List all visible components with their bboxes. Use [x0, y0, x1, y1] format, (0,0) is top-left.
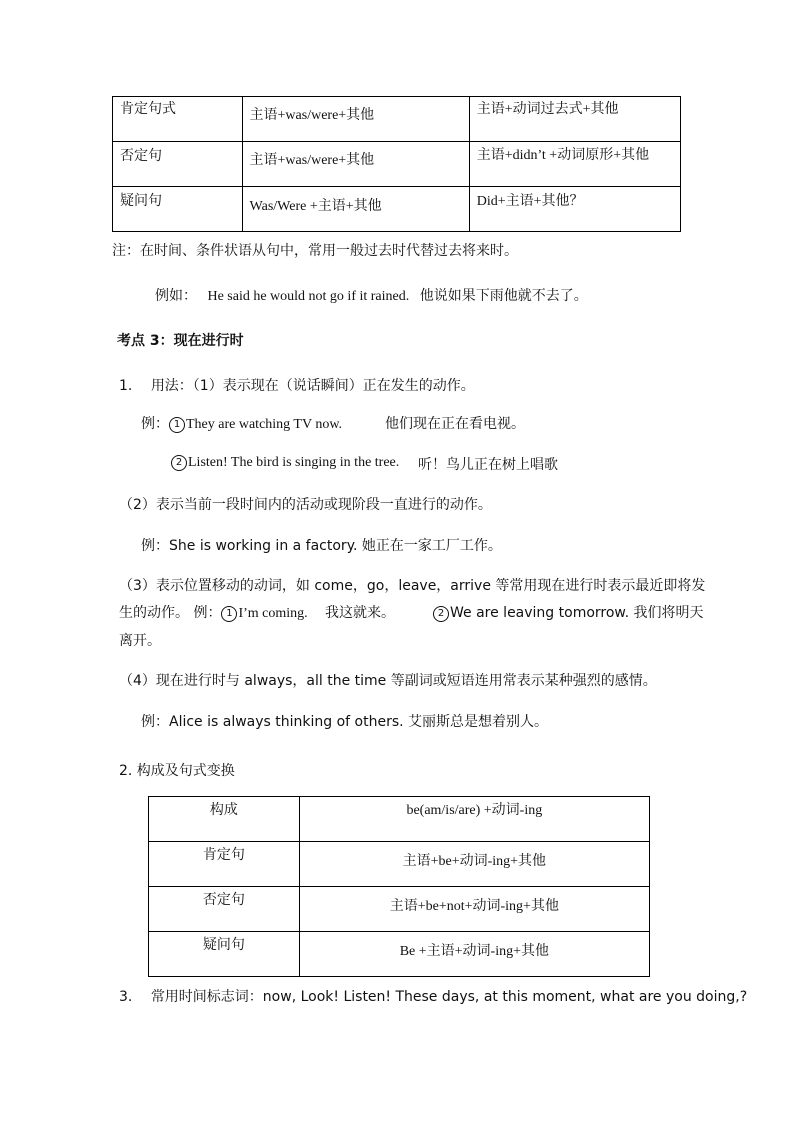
- row-label: 构成: [209, 802, 238, 818]
- verb-pattern: 主语+动词过去式+其他: [476, 102, 619, 117]
- usage-text: 用法：（1）表示现在（说话瞬间）正在发生的动作。: [150, 378, 475, 394]
- circled-number: 2: [171, 455, 187, 471]
- be-pattern: 主语+was/were+其他: [249, 108, 375, 123]
- example-prefix: 例如：: [155, 288, 197, 304]
- example-english: Listen! The bird is singing in the tree.: [188, 455, 400, 470]
- example-chinese: 听！鸟儿正在树上唱歌: [418, 457, 558, 473]
- row-value: 主语+be+动词-ing+其他: [402, 854, 547, 869]
- usage-example-1: [141, 413, 342, 433]
- example-chinese: 我这就来。: [325, 605, 395, 621]
- row-value: be(am/is/are) +动词-ing: [406, 803, 543, 818]
- circled-number: 1: [221, 606, 237, 622]
- usage-point-4-example: 例：Alice is always thinking of others. 艾丽斯总是想着别人。: [141, 714, 549, 730]
- usage-point-2: （2）表示当前一段时间内的活动或现阶段一直进行的动作。: [119, 497, 492, 513]
- list-number: 1.: [119, 378, 133, 394]
- example-english: I’m coming.: [238, 606, 308, 621]
- be-pattern: Was/Were +主语+其他: [249, 199, 382, 214]
- usage-point-3-line-2: 生的动作。 例： 1 I’m coming.: [119, 605, 308, 621]
- example-english: They are watching TV now.: [186, 417, 343, 432]
- section-title: 考点 3：现在进行时: [117, 333, 244, 349]
- table-row: [149, 842, 650, 887]
- row-label: 否定句: [120, 148, 162, 164]
- row-label: 否定句: [202, 892, 245, 908]
- example-english: He said he would not go if it rained.: [207, 289, 410, 304]
- table-row: [113, 142, 681, 187]
- past-tense-table: [112, 96, 681, 232]
- structure-title: 2. 构成及句式变换: [119, 763, 235, 779]
- table-row: [113, 187, 681, 232]
- usage-example-2: [171, 454, 399, 471]
- note-example: [155, 285, 588, 305]
- usage-point-3: （3）表示位置移动的动词，如 come，go，leave，arrive 等常用现在进行时表示最近即将发: [119, 578, 706, 594]
- table-row: [149, 887, 650, 932]
- example-prefix: 例：: [141, 416, 169, 432]
- row-label: 肯定句式: [120, 101, 176, 117]
- usage-intro: [119, 375, 475, 395]
- row-label: 疑问句: [120, 193, 162, 209]
- table-row: [113, 97, 681, 142]
- example-chinese: 他们现在正在看电视。: [385, 416, 525, 432]
- example-chinese: 他说如果下雨他就不去了。: [419, 288, 588, 304]
- row-value: Be +主语+动词-ing+其他: [399, 944, 549, 959]
- circled-number: 1: [169, 417, 185, 433]
- time-words-text: 常用时间标志词：now, Look! Listen! These days, at this moment, what are you doing,?: [150, 989, 748, 1005]
- present-continuous-table: [148, 796, 650, 977]
- list-number: 3.: [119, 989, 133, 1005]
- time-words: [119, 986, 747, 1006]
- table-row: [149, 797, 650, 842]
- circled-number: 2: [433, 606, 449, 622]
- verb-pattern: 主语+didn’t +动词原形+其他: [476, 148, 650, 163]
- verb-pattern: Did+主语+其他？: [476, 194, 584, 209]
- note-text: 注：在时间、条件状语从句中，常用一般过去时代替过去将来时。: [112, 243, 518, 259]
- usage-point-4: （4）现在进行时与 always，all the time 等副词或短语连用常表示某种强烈的感情。: [119, 673, 657, 689]
- usage-point-3-line-3: 离开。: [119, 633, 161, 649]
- usage-point-3-example-2: 2 We are leaving tomorrow. 我们将明天: [433, 602, 704, 622]
- usage-point-2-example: 例：She is working in a factory. 她正在一家工厂工作。: [141, 538, 502, 554]
- row-label: 肯定句: [202, 847, 245, 863]
- be-pattern: 主语+was/were+其他: [249, 153, 375, 168]
- row-value: 主语+be+not+动词-ing+其他: [389, 899, 559, 914]
- table-row: [149, 932, 650, 977]
- row-label: 疑问句: [202, 937, 245, 953]
